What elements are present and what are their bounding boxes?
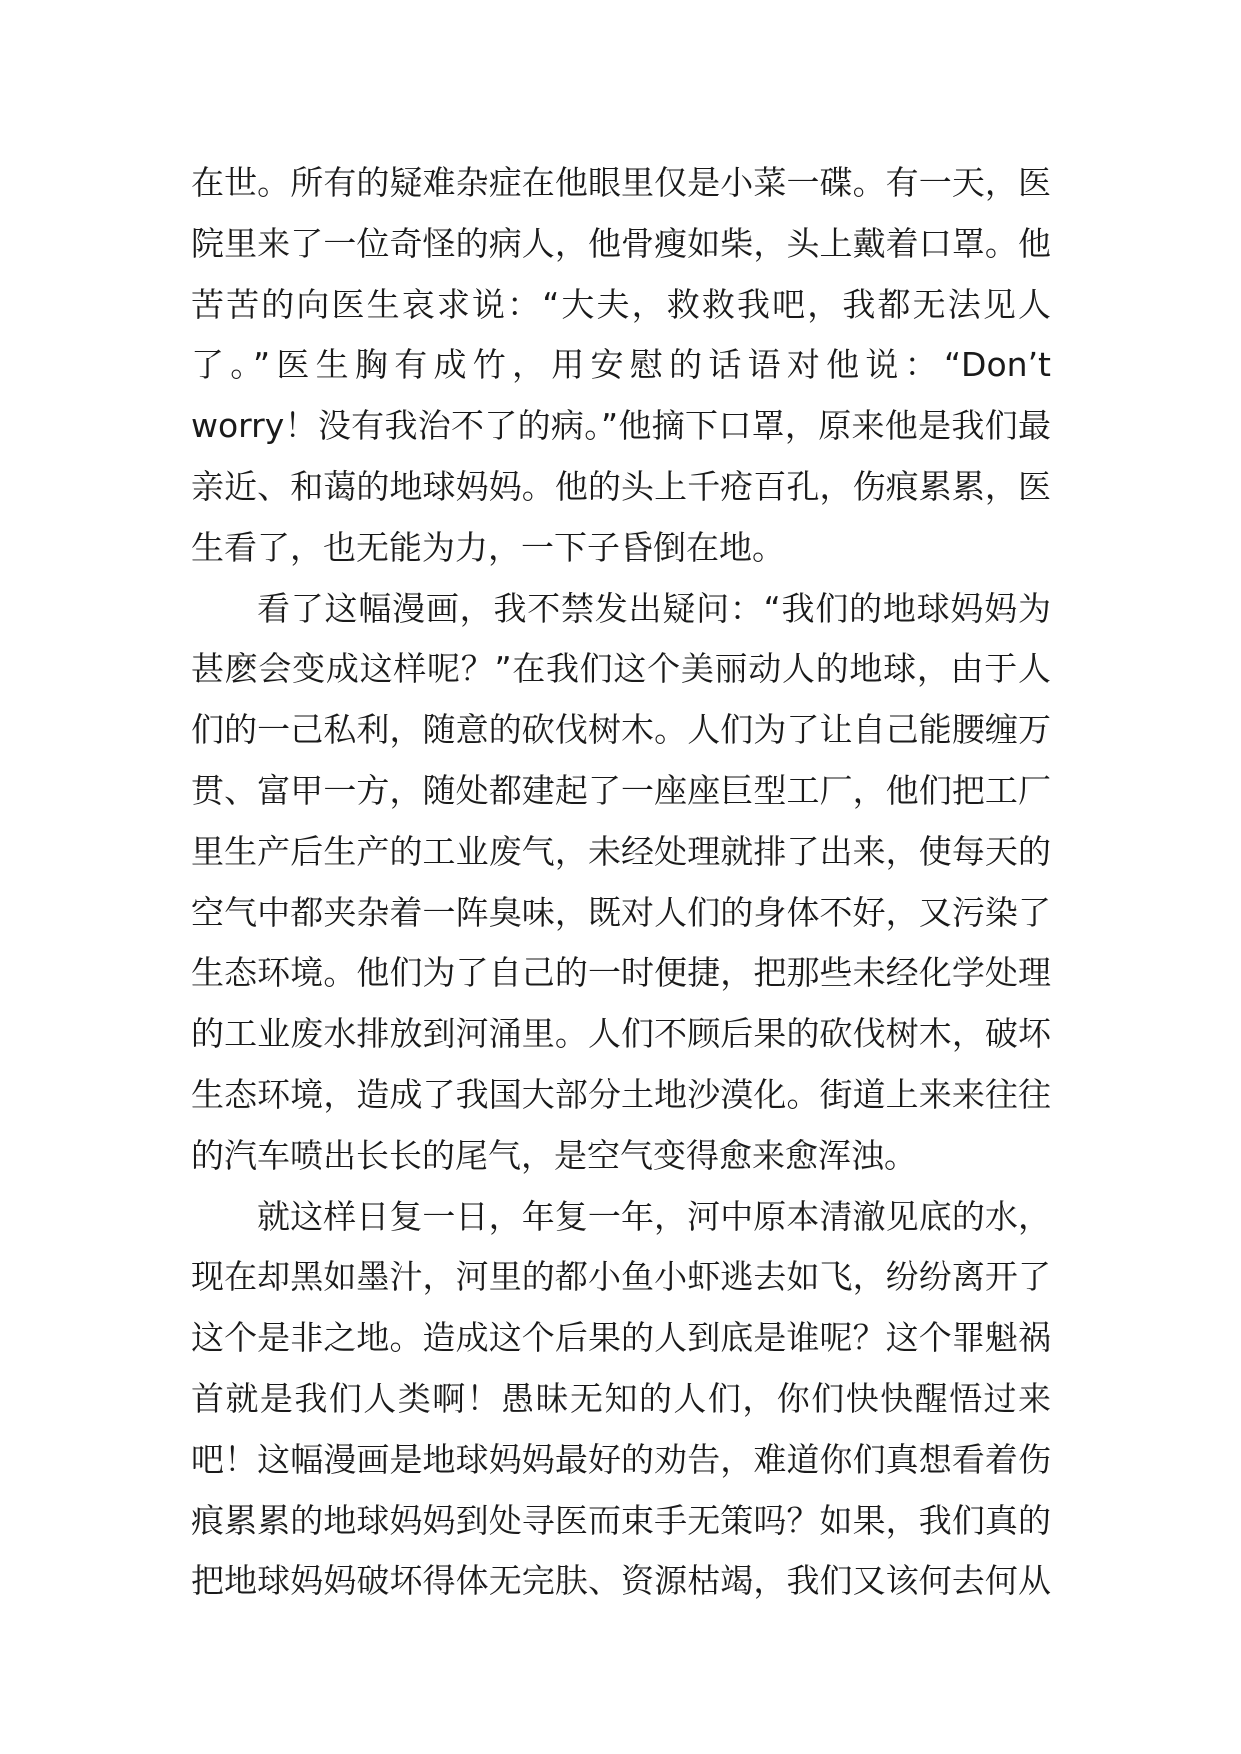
text-line: 甚麽会变成这样呢？”在我们这个美丽动人的地球，由于人 <box>191 649 1051 689</box>
text-line: 就这样日复一日，年复一年，河中原本清澈见底的水， <box>257 1196 1051 1236</box>
text-line: worry！没有我治不了的病。”他摘下口罩，原来他是我们最 <box>191 406 1051 446</box>
text-line: 首就是我们人类啊！愚昧无知的人们，你们快快醒悟过来 <box>191 1378 1051 1418</box>
text-line: 在世。所有的疑难杂症在他眼里仅是小菜一碟。有一天，医 <box>191 163 1051 202</box>
text-line: 贯、富甲一方，随处都建起了一座座巨型工厂，他们把工厂 <box>191 770 1051 810</box>
text-line: 生看了，也无能为力，一下子昏倒在地。 <box>191 527 785 567</box>
text-line: 们的一己私利，随意的砍伐树木。人们为了让自己能腰缠万 <box>191 710 1051 750</box>
text-line: 空气中都夹杂着一阵臭味，既对人们的身体不好，又污染了 <box>191 892 1051 932</box>
text-line: 了。”医生胸有成竹，用安慰的话语对他说：“Don’t <box>191 345 1051 385</box>
text-line: 院里来了一位奇怪的病人，他骨瘦如柴，头上戴着口罩。他 <box>191 223 1051 263</box>
text-line: 里生产后生产的工业废气，未经处理就排了出来，使每天的 <box>191 831 1051 871</box>
text-line: 吧！这幅漫画是地球妈妈最好的劝告，难道你们真想看着伤 <box>191 1439 1051 1479</box>
text-line: 看了这幅漫画，我不禁发出疑问：“我们的地球妈妈为 <box>257 588 1051 628</box>
text-line: 的工业废水排放到河涌里。人们不顾后果的砍伐树木，破坏 <box>191 1014 1051 1054</box>
body-text <box>191 153 1051 1612</box>
text-line: 的汽车喷出长长的尾气，是空气变得愈来愈浑浊。 <box>191 1135 917 1175</box>
text-line: 把地球妈妈破坏得体无完肤、资源枯竭，我们又该何去何从 <box>191 1561 1051 1601</box>
text-line: 生态环境，造成了我国大部分土地沙漠化。街道上来来往往 <box>191 1074 1051 1114</box>
text-line: 这个是非之地。造成这个后果的人到底是谁呢？这个罪魁祸 <box>191 1318 1051 1358</box>
text-line: 痕累累的地球妈妈到处寻医而束手无策吗？如果，我们真的 <box>191 1500 1051 1540</box>
text-line: 现在却黑如墨汁，河里的都小鱼小虾逃去如飞，纷纷离开了 <box>191 1257 1051 1297</box>
text-line: 苦苦的向医生哀求说：“大夫，救救我吧，我都无法见人 <box>191 284 1051 324</box>
text-line: 生态环境。他们为了自己的一时便捷，把那些未经化学处理 <box>191 953 1051 993</box>
text-line: 亲近、和蔼的地球妈妈。他的头上千疮百孔，伤痕累累，医 <box>191 466 1051 506</box>
